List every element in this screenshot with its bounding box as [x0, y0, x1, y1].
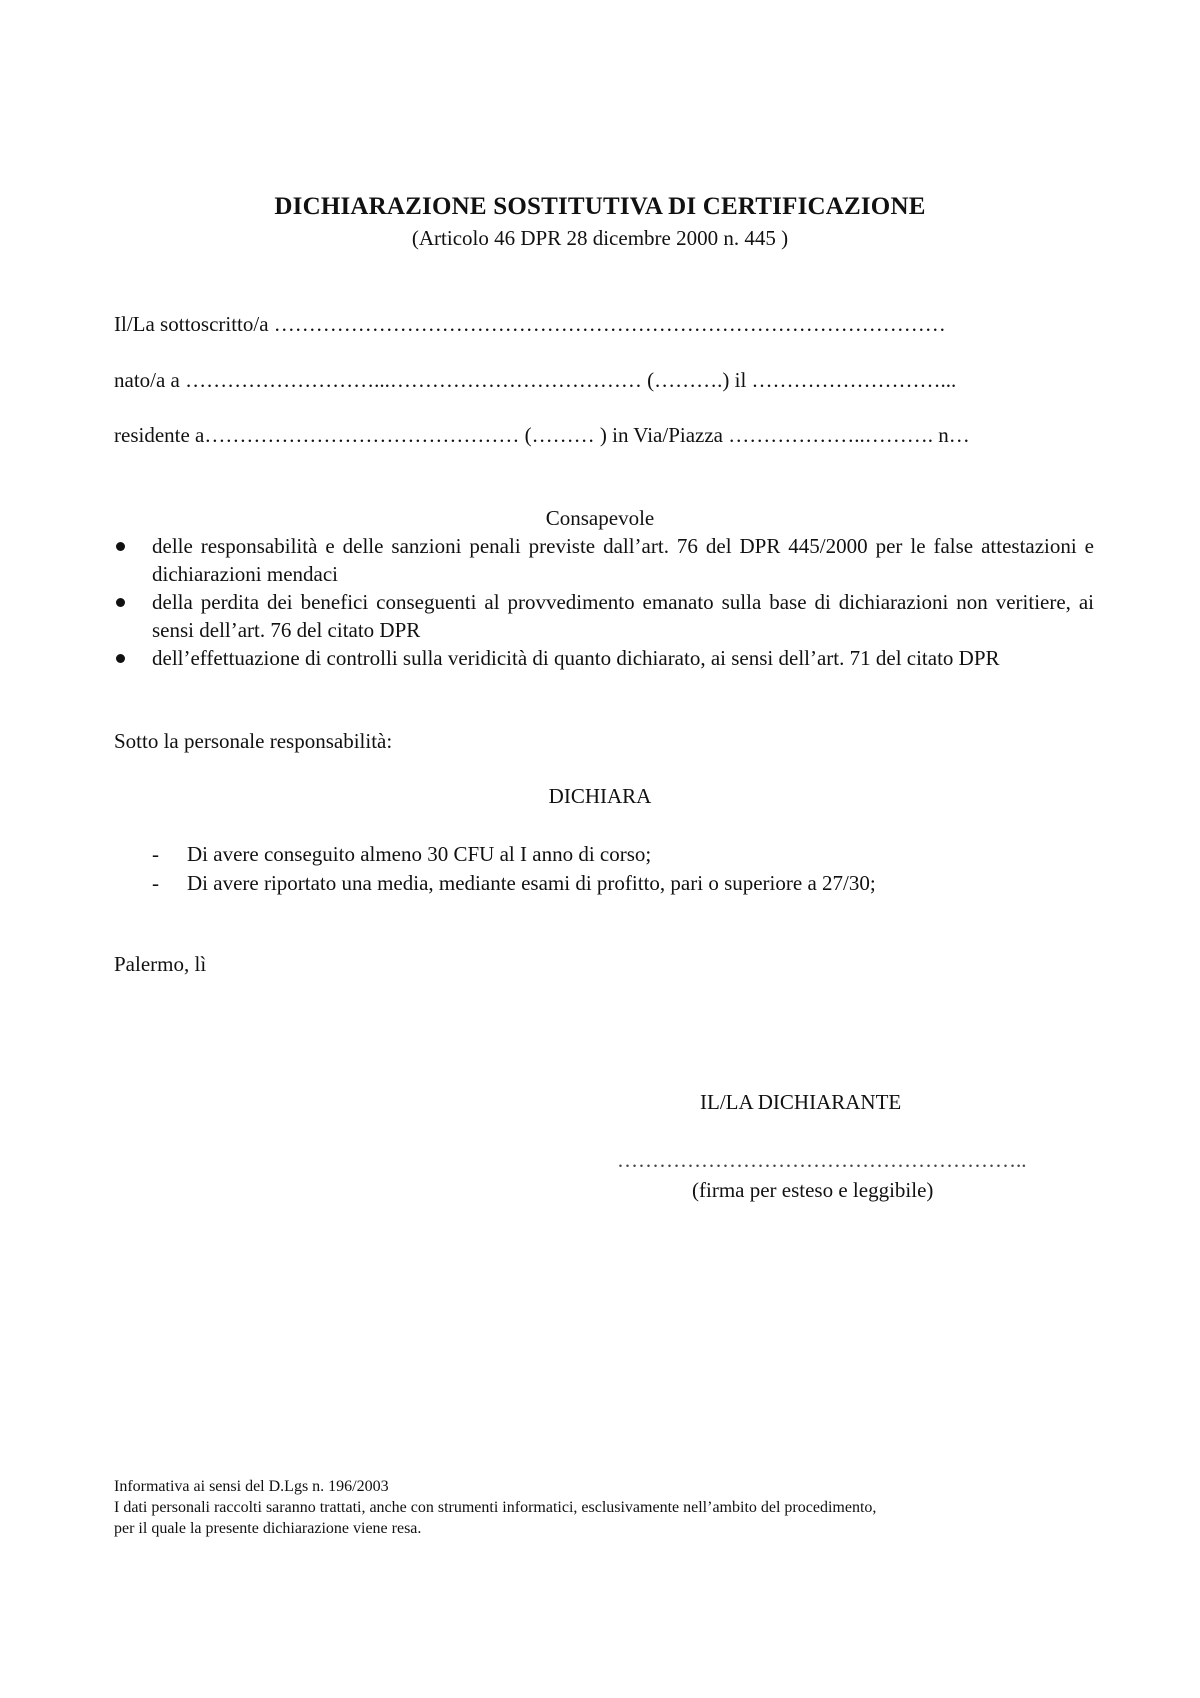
footer-text-line-2: per il quale la presente dichiarazione viene resa.: [114, 1520, 422, 1537]
list-item-text: della perdita dei benefici conseguenti al provvedimento emanato sulla base di dichiarazioni non veritiere, ai sensi dell’art. 76 del citato DPR: [152, 590, 1094, 642]
dichiara-list: [152, 840, 876, 898]
consapevole-heading: Consapevole: [545, 506, 655, 530]
list-item-text: Di avere conseguito almeno 30 CFU al I anno di corso;: [187, 842, 652, 866]
signature-line: …………………………………………………..: [617, 1148, 1027, 1172]
dash-marker: -: [152, 842, 159, 866]
list-item: [114, 644, 1094, 672]
list-item: [114, 588, 1094, 644]
list-item-text: dell’effettuazione di controlli sulla veridicità di quanto dichiarato, ai sensi dell’art. 71 del citato DPR: [152, 646, 1000, 670]
document-title: DICHIARAZIONE SOSTITUTIVA DI CERTIFICAZIONE: [274, 193, 926, 220]
list-item: [152, 840, 876, 869]
list-item: [152, 869, 876, 898]
signature-label: IL/LA DICHIARANTE: [700, 1090, 902, 1114]
place-date: Palermo, lì: [114, 952, 207, 976]
document-subtitle: (Articolo 46 DPR 28 dicembre 2000 n. 445 ): [411, 226, 789, 250]
list-item-text: Di avere riportato una media, mediante esami di profitto, pari o superiore a 27/30;: [187, 871, 876, 895]
list-item: [114, 532, 1094, 588]
field-nato: nato/a a ………………………...……………………………… (……….) il ………………………...: [114, 368, 957, 392]
dash-marker: -: [152, 871, 159, 895]
field-residente: residente a……………………………………… (……… ) in Via/Piazza ………………..………. n…: [114, 423, 970, 447]
responsabilita-text: Sotto la personale responsabilità:: [114, 729, 393, 753]
consapevole-list: [114, 532, 1094, 672]
list-item-text: delle responsabilità e delle sanzioni penali previste dall’art. 76 del DPR 445/2000 per le false attestazioni e dichiarazioni mendaci: [152, 534, 1094, 586]
bullet-icon: [116, 542, 125, 551]
footer-text-line-1: I dati personali raccolti saranno trattati, anche con strumenti informatici, esclusivamente nell’ambito del procedimento,: [114, 1499, 877, 1516]
signature-caption: (firma per esteso e leggibile): [692, 1178, 934, 1202]
bullet-icon: [116, 598, 125, 607]
footer-heading: Informativa ai sensi del D.Lgs n. 196/2003: [114, 1478, 389, 1495]
dichiara-heading: DICHIARA: [548, 784, 652, 808]
bullet-icon: [116, 654, 125, 663]
field-sottoscritto: Il/La sottoscritto/a ……………………………………………………………………………………: [114, 312, 946, 336]
